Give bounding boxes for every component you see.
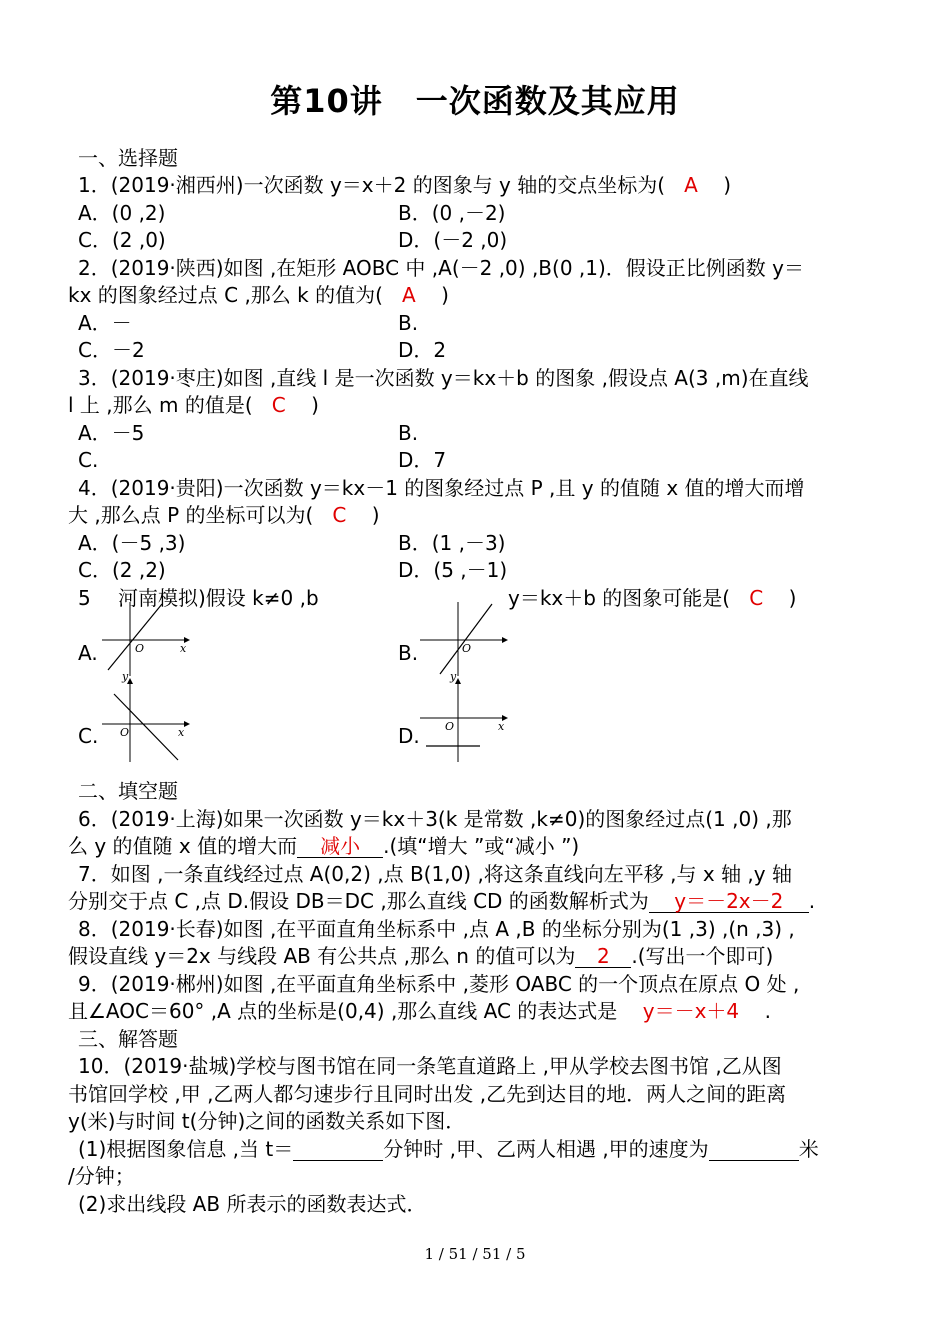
q10-line3: y(米)与时间 t(分钟)之间的函数关系如下图． — [68, 1109, 466, 1133]
q2-option-c: C．－2 — [78, 338, 145, 362]
q2-options-cd — [78, 337, 900, 364]
q5-graph-d — [418, 668, 508, 764]
q1-options-cd — [78, 227, 900, 254]
graph-c-x-arrow — [184, 721, 190, 727]
q5-option-b: B. — [398, 641, 419, 665]
q6-answer: 减小 — [297, 835, 383, 858]
q2-line2 — [68, 282, 890, 309]
q4-line2 — [68, 502, 890, 529]
graph-d-y-label: y — [450, 670, 457, 683]
q7-post: . — [808, 889, 816, 913]
q8-answer: 2 — [575, 945, 631, 968]
q6-post: .(填“增大 ”或“减小 ”) — [383, 834, 580, 858]
graph-c-x-label: x — [178, 726, 185, 739]
q8-line2 — [68, 943, 890, 970]
q3-option-b: B. — [398, 421, 419, 445]
q10-p1-pre: (1)根据图象信息 ,当 t＝ — [78, 1137, 294, 1161]
q5-graph-b — [418, 598, 508, 678]
q10-p1-mid: 分钟时 ,甲、乙两人相遇 ,甲的速度为 — [383, 1137, 709, 1161]
q10-line1: 10．(2019·盐城)学校与图书馆在同一条笔直道路上 ,甲从学校去图书馆 ,乙从图 — [78, 1054, 782, 1078]
q4-option-c: C．(2 ,2) — [78, 558, 166, 582]
graph-a-x-label: x — [180, 642, 187, 655]
q1-option-d: D．(－2 ,0) — [398, 228, 508, 252]
q2-line1: 2．(2019·陕西)如图 ,在矩形 AOBC 中 ,A(－2 ,0) ,B(0 ,1)．假设正比例函数 y＝ — [78, 256, 804, 280]
q4-text: 大 ,那么点 P 的坐标可以为( — [68, 503, 314, 527]
graph-c-origin: O — [120, 726, 130, 739]
q10-p1-blank-time[interactable] — [293, 1138, 383, 1161]
q2-text: kx 的图象经过点 C ,那么 k 的值为( — [68, 283, 383, 307]
q10-part2: (2)求出线段 AB 所表示的函数表达式． — [78, 1192, 427, 1216]
page-title: 第10讲 一次函数及其应用 — [270, 82, 680, 120]
q5-answer: C — [749, 586, 764, 610]
q3-line1: 3．(2019·枣庄)如图 ,直线 l 是一次函数 y＝kx＋b 的图象 ,假设点 A(3 ,m)在直线 — [78, 366, 809, 390]
q3-options-ab — [78, 420, 900, 447]
q1-text: 1．(2019·湘西州)一次函数 y＝x＋2 的图象与 y 轴的交点坐标为( — [78, 173, 666, 197]
q3-option-d: D．7 — [398, 448, 447, 472]
q7-line2 — [68, 888, 890, 915]
q2-options-ab — [78, 310, 900, 337]
q1-option-b: B．(0 ,－2) — [398, 201, 506, 225]
q6-text: 么 y 的值随 x 值的增大而 — [68, 834, 298, 858]
q3-answer: C — [271, 393, 286, 417]
graph-d-x-label: x — [498, 720, 505, 733]
q10-line2: 书馆回学校 ,甲 ,乙两人都匀速步行且同时出发 ,乙先到达目的地．两人之间的距离 — [68, 1082, 787, 1106]
q4-line1: 4．(2019·贵阳)一次函数 y＝kx－1 的图象经过点 P ,且 y 的值随 x 值的增大而增 — [78, 476, 805, 500]
q1-answer: A — [684, 173, 698, 197]
q8-post: .(写出一个即可) — [631, 944, 774, 968]
q1-options-ab — [78, 200, 900, 227]
q1-close: ) — [723, 173, 732, 197]
q4-option-a: A．(－5 ,3) — [78, 531, 186, 555]
q4-option-b: B．(1 ,－3) — [398, 531, 506, 555]
q3-option-a: A．－5 — [78, 421, 145, 445]
section-choice: 一、选择题 — [78, 146, 178, 170]
q10-p1-blank-speed[interactable] — [709, 1138, 799, 1161]
q5-stem-end: y＝kx＋b 的图象可能是( — [508, 586, 731, 610]
q4-options-cd — [78, 557, 900, 584]
q7-answer: y＝－2x－2 — [649, 890, 809, 913]
q5-graph-c — [100, 668, 190, 764]
q10-part1 — [78, 1136, 900, 1163]
q1-option-a: A．(0 ,2) — [78, 201, 166, 225]
q5-stem-start: 5 — [78, 586, 91, 610]
q5-graph-a — [100, 598, 190, 678]
q5-stem-mid: 河南模拟)假设 k≠0 ,b — [118, 586, 319, 610]
q5-stem-end-group — [508, 585, 796, 612]
graph-b-x-arrow — [502, 637, 508, 643]
q2-option-d: D．2 — [398, 338, 447, 362]
q10-p1-post: 米 — [798, 1137, 819, 1161]
graph-b-origin: O — [462, 642, 472, 655]
q2-option-b: B. — [398, 311, 419, 335]
q3-options-cd — [78, 447, 900, 474]
q6-line1: 6．(2019·上海)如果一次函数 y＝kx＋3(k 是常数 ,k≠0)的图象经过点(1 ,0) ,那 — [78, 807, 792, 831]
graph-b-line — [440, 604, 492, 674]
section-fill: 二、填空题 — [78, 779, 178, 803]
q1-stem — [78, 172, 900, 199]
q9-post: . — [764, 999, 771, 1023]
graph-d-origin: O — [445, 720, 455, 733]
graph-c-y-label: y — [122, 670, 129, 683]
q5-option-d: D. — [398, 724, 420, 748]
q3-close: ) — [311, 393, 319, 417]
q5-option-a: A. — [78, 641, 98, 665]
q5-close: ) — [788, 586, 797, 610]
q9-text: 且∠AOC＝60° ,A 点的坐标是(0,4) ,那么直线 AC 的表达式是 — [68, 999, 618, 1023]
q9-line1: 9．(2019·郴州)如图 ,在平面直角坐标系中 ,菱形 OABC 的一个顶点在原点 O 处 , — [78, 972, 800, 996]
q6-line2 — [68, 833, 890, 860]
q3-option-c: C. — [78, 448, 99, 472]
q3-text: l 上 ,那么 m 的值是( — [68, 393, 253, 417]
section-solve: 三、解答题 — [78, 1027, 178, 1051]
q9-line2 — [68, 998, 890, 1025]
page-footer: 1 / 51 / 51 / 5 — [424, 1245, 526, 1263]
q4-option-d: D．(5 ,－1) — [398, 558, 508, 582]
q4-options-ab — [78, 530, 900, 557]
q3-line2 — [68, 392, 890, 419]
q5-option-c: C. — [78, 724, 99, 748]
q2-close: ) — [441, 283, 449, 307]
q2-answer: A — [402, 283, 416, 307]
q10-p1-line2: /分钟； — [68, 1164, 135, 1188]
graph-a-origin: O — [135, 642, 145, 655]
q2-option-a: A．－ — [78, 311, 132, 335]
q4-answer: C — [332, 503, 347, 527]
q7-text: 分别交于点 C ,点 D.假设 DB＝DC ,那么直线 CD 的函数解析式为 — [68, 889, 649, 913]
q8-line1: 8．(2019·长春)如图 ,在平面直角坐标系中 ,点 A ,B 的坐标分别为(1 ,3) ,(n ,3) , — [78, 917, 795, 941]
q7-line1: 7．如图 ,一条直线经过点 A(0,2) ,点 B(1,0) ,将这条直线向左平移 ,与 x 轴 ,y 轴 — [78, 862, 792, 886]
q1-option-c: C．(2 ,0) — [78, 228, 166, 252]
graph-a-line — [108, 604, 162, 670]
q9-answer: y＝－x＋4 — [642, 999, 740, 1023]
q4-close: ) — [371, 503, 380, 527]
q8-text: 假设直线 y＝2x 与线段 AB 有公共点 ,那么 n 的值可以为 — [68, 944, 576, 968]
